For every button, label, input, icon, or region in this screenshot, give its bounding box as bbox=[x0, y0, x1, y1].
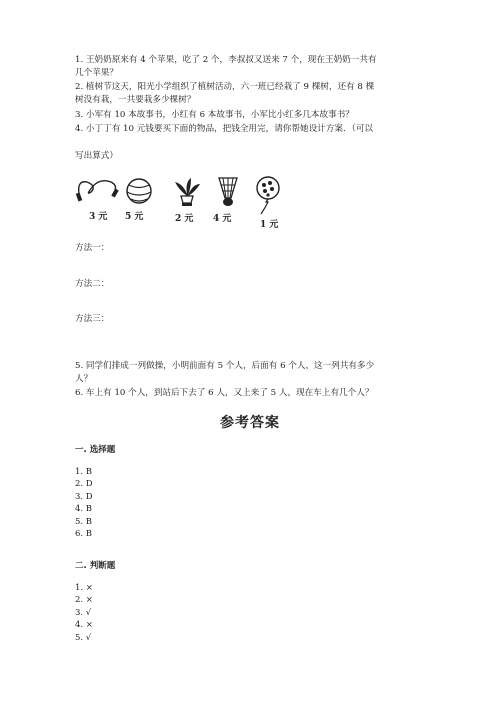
answer-item: 1. × bbox=[75, 583, 93, 593]
section-1-title: 一. 选择题 bbox=[75, 445, 116, 455]
method-3-label: 方法三： bbox=[75, 314, 110, 324]
question-4-line-1: 4. 小丁丁有 10 元钱要买下面的物品，把钱全用完，请你帮她设计方案．（可以 bbox=[75, 124, 374, 134]
answer-item: 2. D bbox=[75, 479, 93, 489]
ball-icon bbox=[123, 176, 155, 206]
question-1-line-1: 1. 王奶奶原来有 4 个苹果，吃了 2 个，李叔叔又送来 7 个，现在王奶奶一共有 bbox=[75, 55, 377, 65]
price-label: 2 元 bbox=[175, 214, 194, 224]
potted-plant-icon bbox=[171, 176, 203, 208]
section-2-title: 二. 判断题 bbox=[75, 561, 116, 571]
answers-title: 参考答案 bbox=[220, 415, 280, 431]
answer-item: 4. B bbox=[75, 504, 93, 514]
answer-item: 4. × bbox=[75, 620, 93, 630]
answer-item: 3. √ bbox=[75, 608, 92, 618]
price-label: 4 元 bbox=[213, 214, 232, 224]
question-2-line-1: 2. 植树节这天，阳光小学组织了植树活动，六一班已经栽了 9 棵树，还有 8 棵 bbox=[75, 82, 375, 92]
answer-item: 5. √ bbox=[75, 633, 92, 643]
price-label: 1 元 bbox=[260, 220, 279, 230]
price-label: 3 元 bbox=[89, 212, 108, 222]
shop-item bbox=[75, 176, 120, 222]
question-5-line-1: 5. 同学们排成一列做操，小明前面有 5 个人，后面有 6 个人，这一列共有多少 bbox=[75, 361, 375, 371]
shop-item bbox=[123, 176, 163, 222]
answer-item: 5. B bbox=[75, 517, 93, 527]
answer-item: 1. B bbox=[75, 467, 93, 477]
shop-items bbox=[75, 176, 295, 232]
answer-item: 6. B bbox=[75, 529, 93, 539]
method-2-label: 方法二： bbox=[75, 279, 110, 289]
price-label: 5 元 bbox=[125, 212, 144, 222]
answer-item: 3. D bbox=[75, 492, 93, 502]
shop-item bbox=[213, 176, 247, 224]
question-1-line-2: 几个苹果？ bbox=[75, 68, 118, 78]
question-5-line-2: 人？ bbox=[75, 374, 93, 384]
method-1-label: 方法一： bbox=[75, 243, 110, 253]
balloon-icon bbox=[255, 176, 281, 216]
question-2-line-2: 树没有栽，一共要栽多少棵树？ bbox=[75, 95, 196, 105]
jump-rope-icon bbox=[75, 176, 120, 204]
question-4-line-2: 写出算式） bbox=[75, 151, 118, 161]
answer-item: 2. × bbox=[75, 595, 93, 605]
question-6: 6. 车上有 10 个人，到站后下去了 6 人，又上来了 5 人，现在车上有几个人？ bbox=[75, 388, 374, 398]
shuttlecock-icon bbox=[215, 176, 241, 208]
shop-item bbox=[171, 176, 207, 224]
shop-item bbox=[255, 176, 285, 230]
question-3: 3. 小军有 10 本故事书，小红有 6 本故事书，小军比小红多几本故事书？ bbox=[75, 110, 354, 120]
